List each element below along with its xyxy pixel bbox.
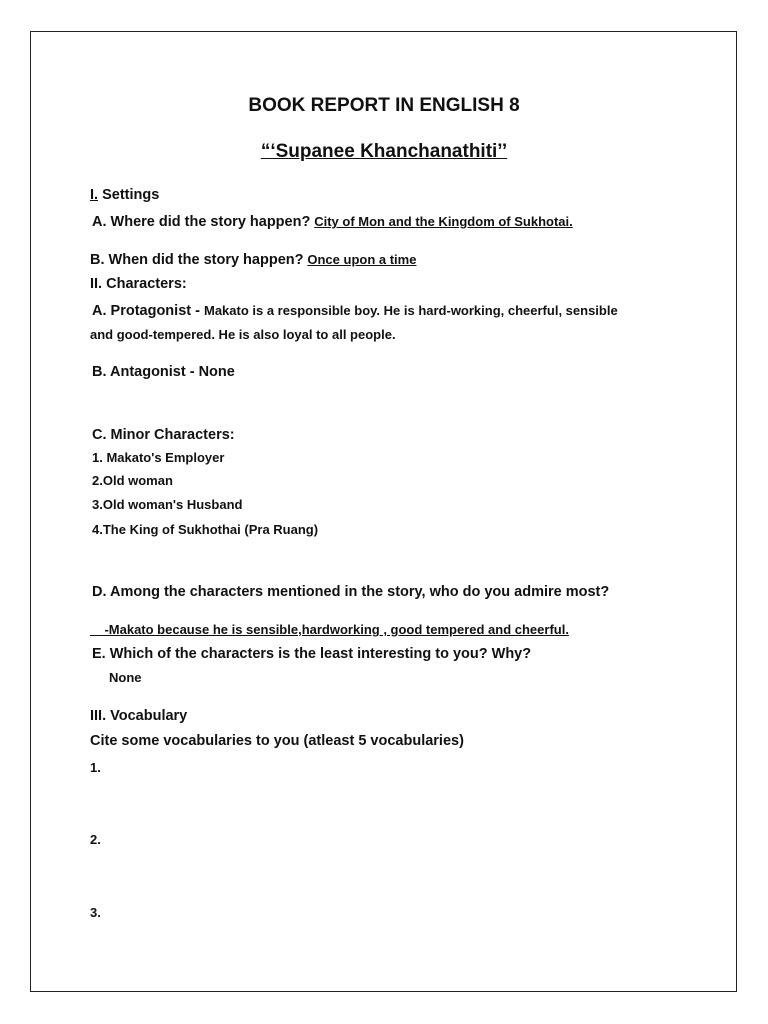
- settings-heading-number: I.: [90, 187, 99, 203]
- where-question: A. Where did the story happen?: [92, 214, 311, 230]
- protagonist-description: Makato is a responsible boy. He is hard-working, cheerful, sensible: [203, 303, 618, 318]
- settings-heading: [90, 186, 159, 204]
- minor-characters-heading: C. Minor Characters:: [92, 427, 235, 443]
- protagonist-row: [92, 301, 618, 320]
- characters-heading: II. Characters:: [90, 276, 187, 292]
- list-item: 1. Makato's Employer: [92, 450, 225, 465]
- antagonist: B. Antagonist - None: [92, 364, 235, 380]
- settings-heading-text: Settings: [98, 187, 160, 203]
- list-item: 2.Old woman: [92, 473, 173, 488]
- vocabulary-item-3: 3.: [90, 905, 101, 920]
- report-title: BOOK REPORT IN ENGLISH 8: [248, 95, 520, 116]
- least-interesting-question: E. Which of the characters is the least interesting to you? Why?: [92, 646, 532, 662]
- list-item: 4.The King of Sukhothai (Pra Ruang): [92, 522, 319, 537]
- where-answer: City of Mon and the Kingdom of Sukhotai.: [314, 214, 573, 229]
- vocabulary-instruction: Cite some vocabularies to you (atleast 5 vocabularies): [90, 733, 464, 749]
- protagonist-label: A. Protagonist -: [92, 303, 204, 319]
- admire-answer: -Makato because he is sensible,hardworking , good tempered and cheerful.: [90, 622, 569, 637]
- admire-question: D. Among the characters mentioned in the story, who do you admire most?: [92, 584, 610, 600]
- where-question-row: [92, 212, 573, 231]
- vocabulary-item-2: 2.: [90, 832, 101, 847]
- list-item: 3.Old woman's Husband: [92, 497, 243, 512]
- when-answer: Once upon a time: [307, 252, 417, 267]
- when-question-row: [90, 250, 416, 269]
- book-title: “‘Supanee Khanchanathiti’’: [260, 141, 508, 162]
- protagonist-description-cont: and good-tempered. He is also loyal to all people.: [90, 327, 396, 342]
- least-interesting-answer: None: [109, 670, 142, 685]
- vocabulary-heading: III. Vocabulary: [90, 708, 188, 724]
- when-question: B. When did the story happen?: [90, 252, 304, 268]
- vocabulary-item-1: 1.: [90, 760, 101, 775]
